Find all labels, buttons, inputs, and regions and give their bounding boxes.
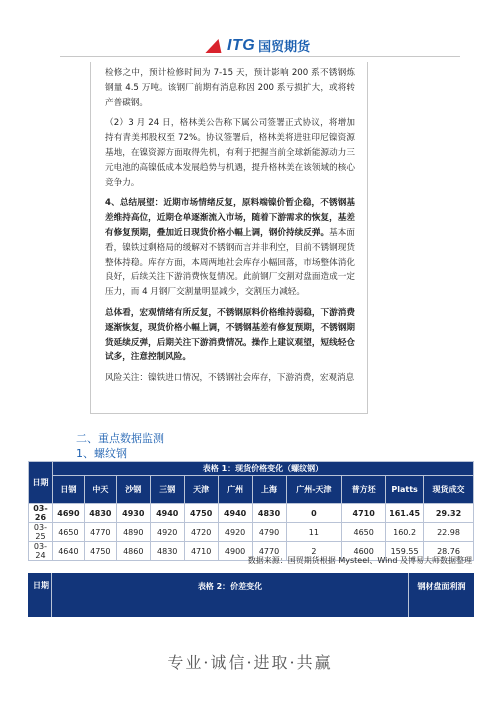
table-cell: 4940 [218,504,252,523]
table1-column-header: 广州-天津 [286,476,342,504]
logo-company-name: 国贸期货 [258,40,311,55]
logo-mark-icon [205,39,226,53]
report-text-box [90,62,368,414]
table-cell: 160.2 [386,523,424,542]
table1-title: 表格 1：现货价格变化（螺纹钢） [52,462,473,476]
table-cell: 4650 [342,523,386,542]
table-cell: 22.98 [424,523,474,542]
table-cell: 4830 [252,504,286,523]
table-cell: 159.55 [386,542,424,561]
table-cell: 29.32 [424,504,474,523]
table-cell: 4770 [252,542,286,561]
table-cell: 4920 [218,523,252,542]
table-row [29,523,474,542]
table-cell: 28.76 [424,542,474,561]
table1-column-header: 中天 [84,476,116,504]
table1-column-header: 三钢 [150,476,184,504]
table-cell: 4750 [84,542,116,561]
table-cell: 4830 [150,542,184,561]
page-header [0,0,500,62]
table-cell: 2 [286,542,342,561]
company-logo [208,36,310,55]
table-cell: 4860 [116,542,150,561]
spread-table-header [28,573,474,617]
header-divider [60,56,460,57]
table-cell: 4930 [116,504,150,523]
table1-column-header: Platts [386,476,424,504]
table-cell: 161.45 [386,504,424,523]
paragraph-maintenance: 检修之中，预计检修时间为 7-15 天，预计影响 200 系不锈钢炼钢量 4.5 万吨。该钢厂前期有消息称因 200 系亏损扩大，或将转产普碳钢。 [105,68,355,108]
table-cell-date: 03-25 [29,523,53,542]
table-cell-date: 03-24 [29,542,53,561]
paragraph-overall: 总体看，宏观情绪有所反复，不锈钢原料价格维持弱稳，下游消费逐渐恢复，现货价格小幅上调，不锈钢基差有修复预期，不锈钢期货延续反弹，后期关注下游消费情况。操作上建议观望，短线轻仓试多，注意控制风险。 [105,307,355,363]
paragraph-summary [105,196,355,300]
table-cell: 4790 [252,523,286,542]
table-cell: 4770 [84,523,116,542]
table-cell: 4720 [184,523,218,542]
table-cell: 4710 [184,542,218,561]
table-cell: 0 [286,504,342,523]
table2-title: 表格 2：价差变化 [197,582,263,591]
sub-section-title: 1、螺纹钢 [76,447,127,460]
table1-column-header: 广州 [218,476,252,504]
table2-date-header: 日期 [28,573,52,617]
table1-column-header: 天津 [184,476,218,504]
table-cell: 4600 [342,542,386,561]
summary-rest: 基本面看，镍铁过剩格局的缓解对不锈钢而言并非利空，目前不锈钢现货整体持稳。库存方面，本周两地社会库存小幅回落，市场整体消化良好，后续关注下游消费恢复情况。此前钢厂交割对盘面造成一定压力，而 4 月钢厂交割量明显减少，交割压力减轻。 [105,227,355,298]
table-cell: 4830 [84,504,116,523]
table1-column-header: 现货成交 [424,476,474,504]
table-cell: 4690 [52,504,84,523]
table1-column-header: 普方坯 [342,476,386,504]
table-cell: 4940 [150,504,184,523]
paragraph-gem-agreement: （2）3 月 24 日，格林美公告称下属公司签署正式协议，将增加持有青美邦股权至 72%。协议签署后，格林美将进驻印尼镍资源基地，在镍资源方面取得先机，有利于把握当前全球新能源动力三元电池的高镍低成本发展趋势与机遇，提升格林美在该领域的核心竞争力。 [105,118,355,188]
table1-column-header: 上海 [252,476,286,504]
table-cell: 4710 [342,504,386,523]
table-row [29,504,474,523]
paragraph-risk: 风险关注：镍铁进口情况，不锈钢社会库存，下游消费，宏观消息 [105,373,355,384]
spot-price-table [28,461,474,561]
table1-date-header: 日期 [29,462,53,504]
table-cell: 4890 [116,523,150,542]
table1-column-header: 日钢 [52,476,84,504]
table2-profit-header: 钢材盘面利润 [408,573,474,617]
logo-itg-text: ITG [227,36,256,54]
table-cell: 4900 [218,542,252,561]
table-cell: 4650 [52,523,84,542]
table-cell: 4920 [150,523,184,542]
table-cell-date: 03-26 [29,504,53,523]
table-cell: 11 [286,523,342,542]
data-source-note: 数据来源：国贸期货根据 Mysteel、Wind 及博易大师数据整理 [247,556,472,565]
summary-bold: 4、总结展望：近期市场情绪反复，原料端镍价暂企稳，不锈钢基差维持高位，近期仓单逐渐流入市场，随着下游需求的恢复，基差有修复预期，叠加近日现货价格小幅上调，钢价持续反弹。 [105,198,355,238]
table1-column-header: 沙钢 [116,476,150,504]
footer-slogan: 专业·诚信·进取·共赢 [167,653,333,672]
table-cell: 4640 [52,542,84,561]
section-title: 二、重点数据监测 [76,432,164,445]
table-cell: 4750 [184,504,218,523]
